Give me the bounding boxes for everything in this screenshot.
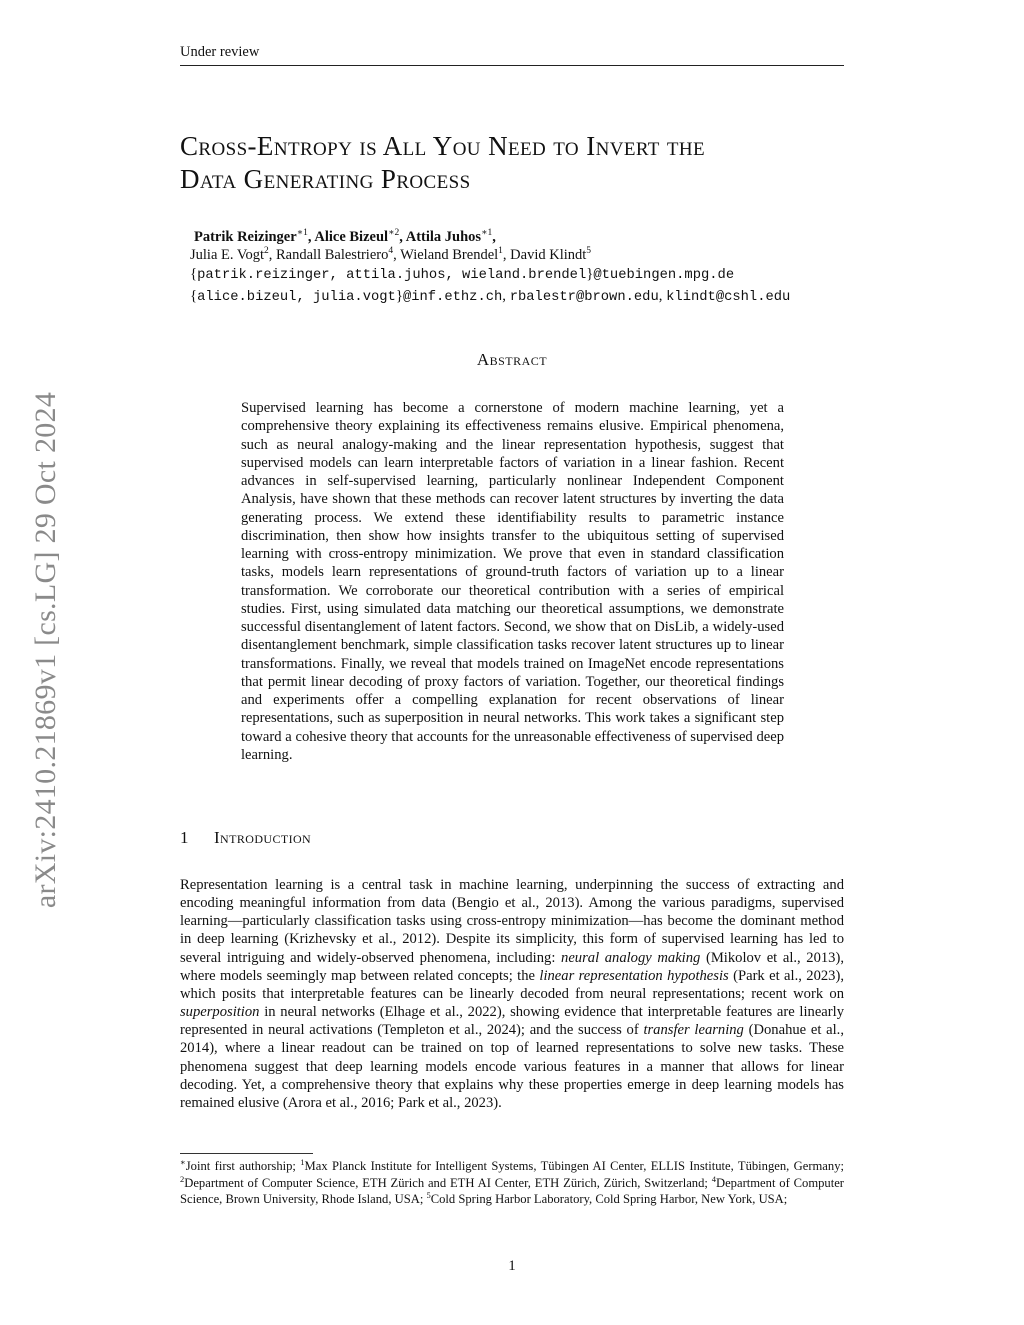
title-line-2: Data Generating Process <box>180 164 471 194</box>
email-domain: @tuebingen.mpg.de <box>593 268 735 283</box>
author-list <box>190 228 592 264</box>
header-rule <box>180 65 844 66</box>
author-line-2: Julia E. Vogt$^2$, Randall Balestriero$^4$, Wieland Brendel$^1$, David Klindt$^5$ <box>190 246 592 263</box>
email-names: alice.bizeul, julia.vogt <box>197 290 396 305</box>
author-mark: 1 <box>498 246 503 257</box>
emphasis: linear representation hypothesis <box>539 967 729 984</box>
author-mark: ∗1 <box>296 228 308 239</box>
author-line-1: Patrik Reizinger$^{∗1}$, Alice Bizeul$^{∗2}$, Attila Juhos$^{∗1}$, <box>194 228 496 245</box>
author-mark: 4 <box>388 246 394 257</box>
introduction-paragraph: Representation learning is a central task in machine learning, underpinning the success of extracting and encoding meaningful information from data (Bengio et al., 2013). Among the various paradigms, supervised learning—particularly classification tasks using cross-entropy minimization—has become the dominant method in deep learning (Krizhevsky et al., 2012). Despite its simplicity, this form of supervised learning has led to several intriguing and widely-observed phenomena, including: neural analogy making (Mikolov et al., 2013), where models seemingly map between related concepts; the linear representation hypothesis (Park et al., 2023), which posits that interpretable features can be linearly decoded from neural representations; recent work on superposition in neural networks (Elhage et al., 2022), showing evidence that interpretable features are linearly represented in neural activations (Templeton et al., 2024); and the success of transfer learning (Donahue et al., 2014), where a linear readout can be trained on top of learned representations to solve new tasks. These phenomena suggest that deep learning models encode various features in a manner that allows for linear decoding. Yet, a comprehensive theory that explains why these properties emerge in deep learning models has remained elusive (Arora et al., 2016; Park et al., 2023). <box>180 877 844 1111</box>
abstract-text: Supervised learning has become a cornerstone of modern machine learning, yet a comprehensive theory explaining its effectiveness remains elusive. Empirical phenomena, such as neural analogy-making and the linear representation hypothesis, suggest that supervised models can learn interpretable factors of variation in a linear fashion. Recent advances in self-supervised learning, particularly nonlinear Independent Component Analysis, have shown that these methods can recover latent structures by inverting the data generating process. We extend these identifiability results to parametric instance discrimination, then show how insights transfer to the ubiquitous setting of supervised learning with cross-entropy minimization. We prove that even in standard classification tasks, models learn representations of ground-truth factors of variation up to a linear transformation. We corroborate our theoretical contribution with a series of empirical studies. First, using simulated data matching our theoretical assumptions, we demonstrate successful disentanglement of latent factors. Second, we show that on DisLib, a widely-used disentanglement benchmark, simple classification tasks recover latent structures up to linear transformations. Finally, we reveal that models trained on ImageNet encode representations that permit linear decoding of proxy factors of variation. Together, our theoretical findings and experiments offer a compelling explanation for recent observations of linear representations, such as superposition in neural networks. This work takes a significant step toward a cohesive theory that accounts for the unreasonable effectiveness of supervised deep learning. <box>241 400 784 763</box>
arxiv-identifier: arXiv:2410.21869v1 [cs.LG] 29 Oct 2024 <box>29 391 62 909</box>
footnote-rule <box>180 1153 313 1154</box>
author-mark: 5 <box>586 246 592 257</box>
emphasis: neural analogy making <box>561 949 701 966</box>
author-name: Attila Juhos <box>405 229 482 245</box>
email-line-2: {alice.bizeul, julia.vogt}@inf.ethz.ch, rbalestr@brown.edu, klindt@cshl.edu <box>190 288 791 305</box>
affiliations-footnote: ∗Joint first authorship; $^1$Max Planck Institute for Intelligent Systems, Tübingen AI Center, ELLIS Institute, Tübingen, Germany; $^2$Department of Computer Science, ETH Zürich and ETH AI Center, ETH Zürich, Zürich, Switzerland; $^4$Department of Computer Science, Brown University, Rhode Island, USA; $^5$Cold Spring Harbor Laboratory, Cold Spring Harbor, New York, USA; <box>180 1156 844 1207</box>
email-address: klindt@cshl.edu <box>666 290 791 305</box>
running-head: Under review <box>180 44 260 60</box>
emphasis: superposition <box>180 1004 260 1021</box>
title-line-1: Cross-Entropy is All You Need to Invert the <box>180 131 706 161</box>
author-name: Patrik Reizinger <box>194 229 297 245</box>
abstract-heading: Abstract <box>476 350 548 369</box>
email-line-1: {patrik.reizinger, attila.juhos, wieland.brendel}@tuebingen.mpg.de <box>190 266 735 283</box>
author-name: Randall Balestriero <box>276 247 389 263</box>
author-name: David Klindt <box>510 247 587 263</box>
author-emails <box>190 264 790 308</box>
email-address: rbalestr@brown.edu <box>509 290 659 305</box>
author-mark: ∗2 <box>388 228 400 239</box>
author-name: Wieland Brendel <box>400 247 499 263</box>
paper-title <box>180 130 880 196</box>
author-name: Alice Bizeul <box>314 229 389 245</box>
author-mark: ∗1 <box>481 228 493 239</box>
emphasis: transfer learning <box>643 1022 744 1039</box>
section-number: 1 <box>180 828 189 847</box>
email-names: patrik.reizinger, attila.juhos, wieland.brendel <box>197 268 587 283</box>
page-number: 1 <box>508 1258 516 1274</box>
author-mark: 2 <box>264 246 269 257</box>
author-name: Julia E. Vogt <box>190 247 264 263</box>
email-domain: @inf.ethz.ch <box>402 290 503 305</box>
section-heading-introduction <box>180 828 311 848</box>
section-title: Introduction <box>214 828 312 847</box>
